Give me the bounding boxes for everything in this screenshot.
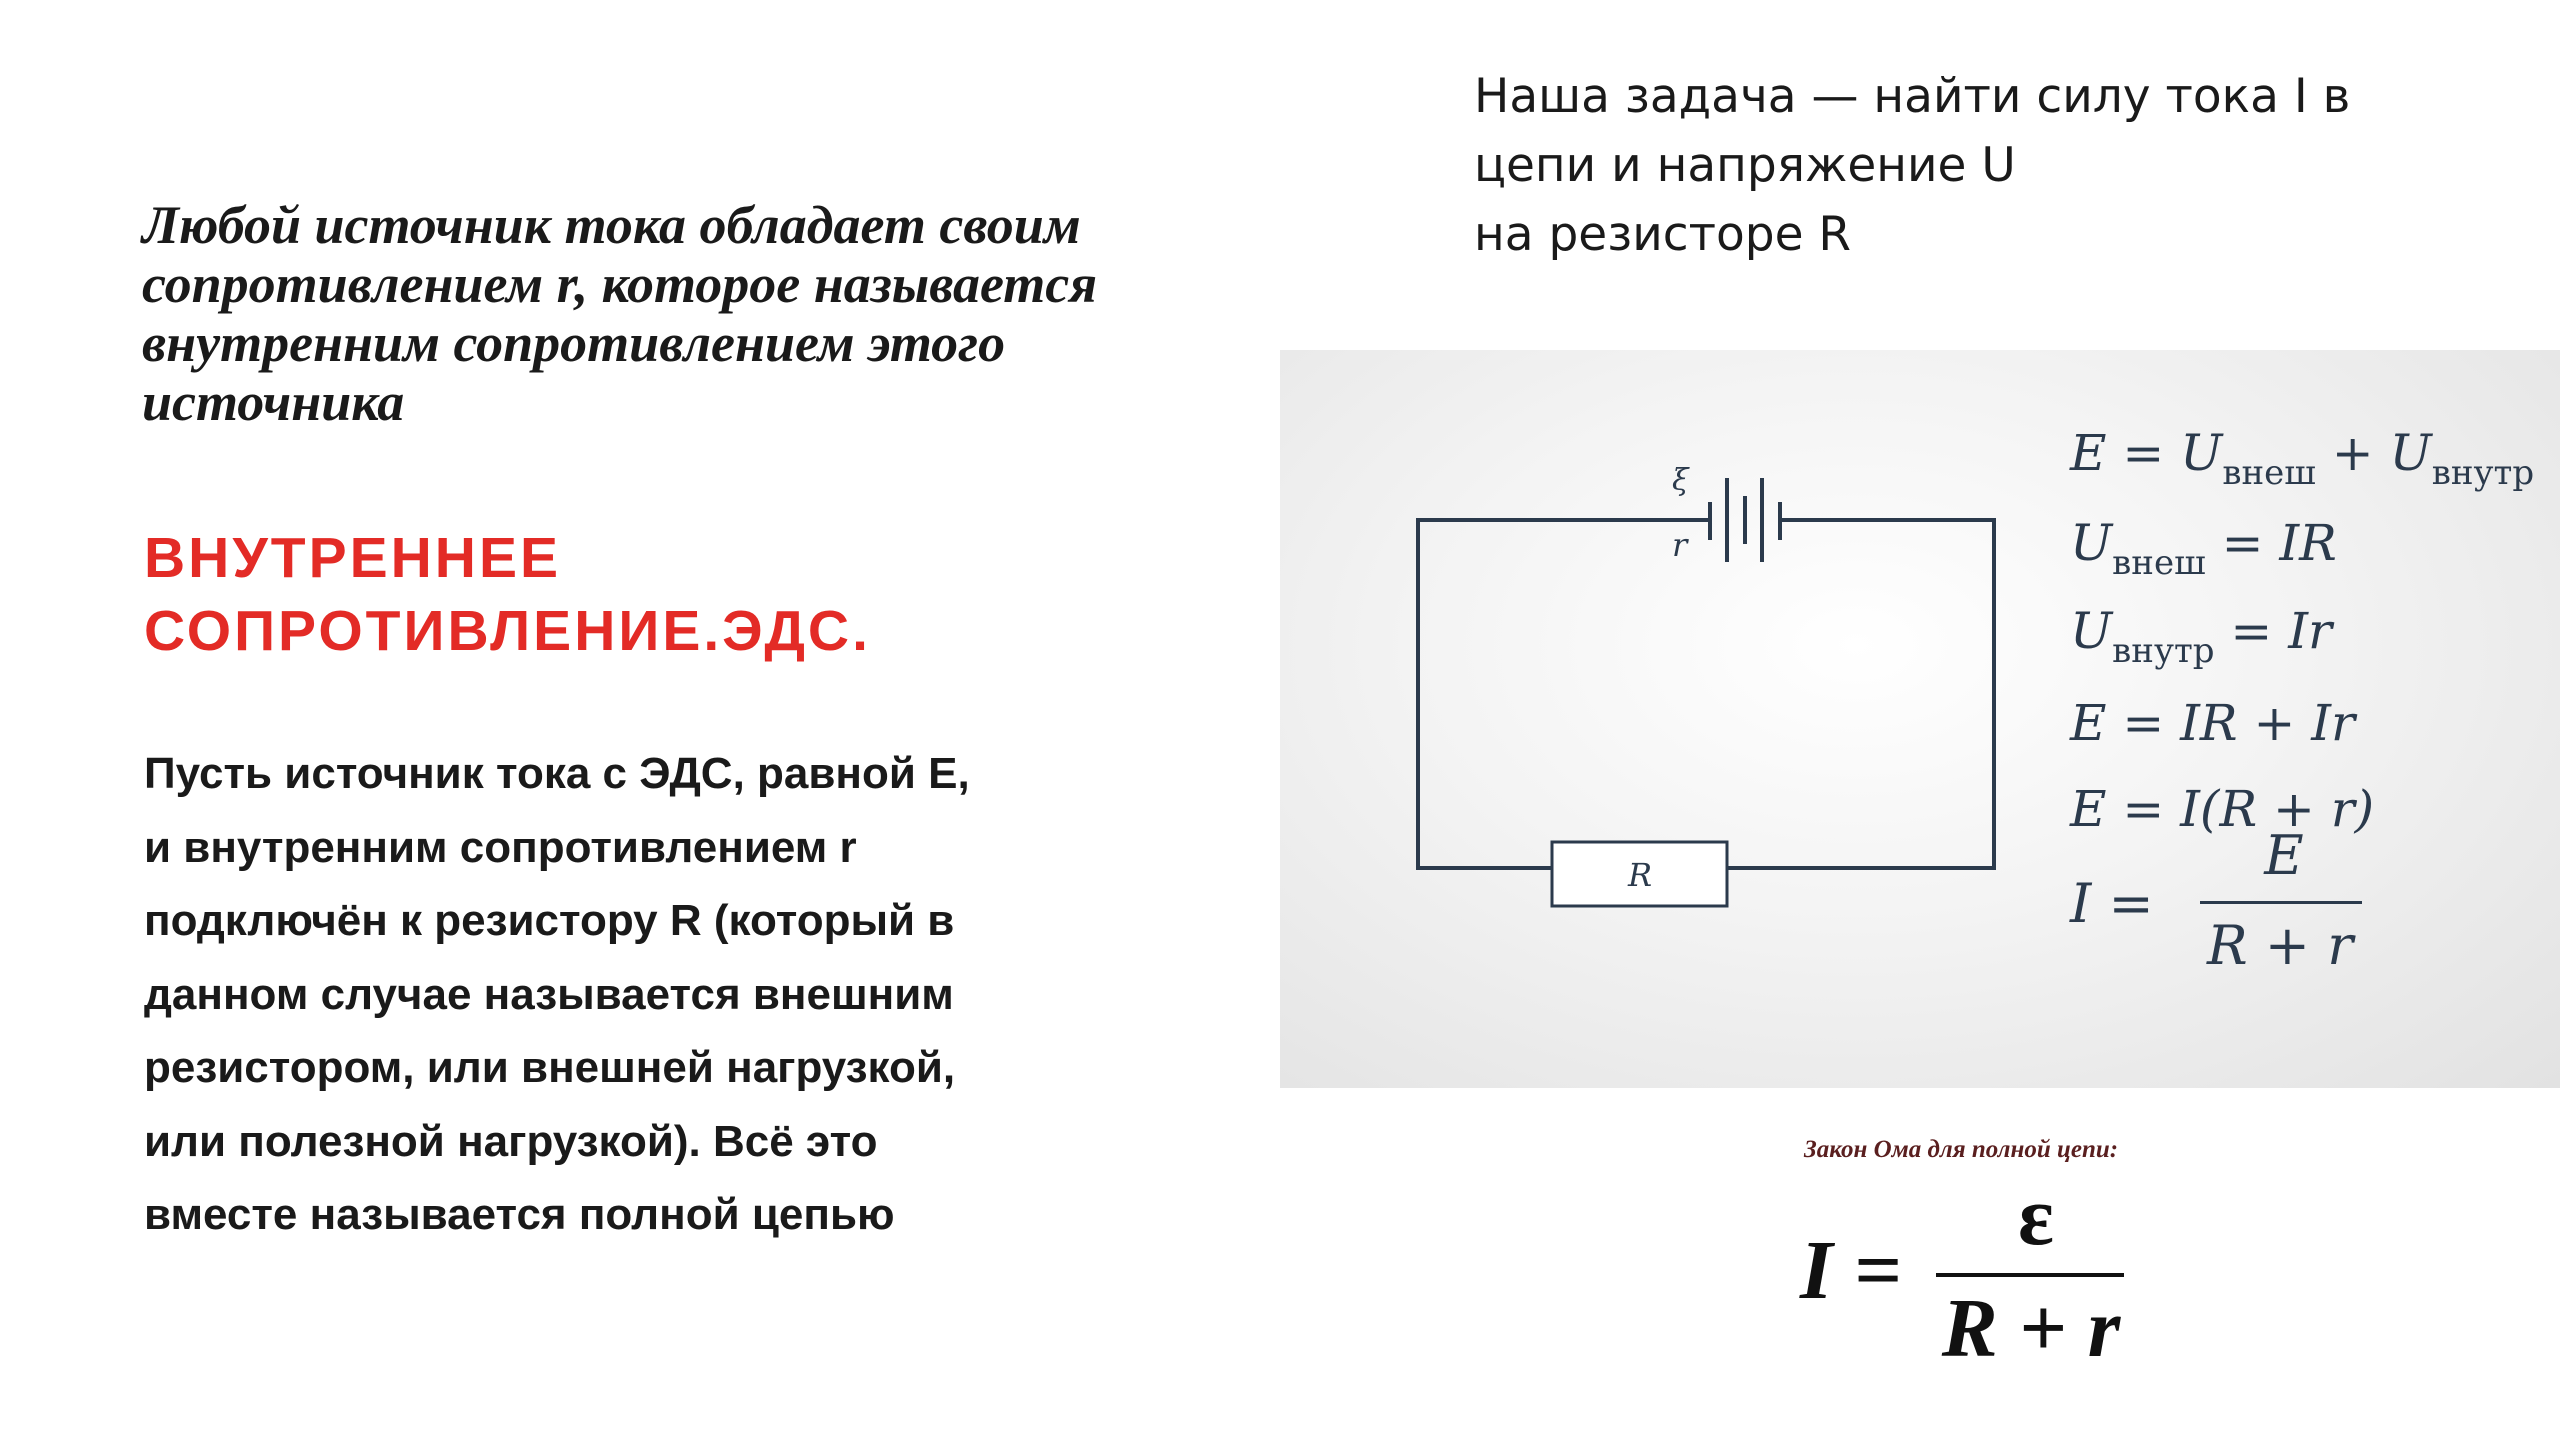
intro-line: Любой источник тока обладает своим xyxy=(142,195,1081,255)
circuit-wire-left xyxy=(1418,520,1710,868)
current-numerator: E xyxy=(2264,824,2304,887)
body-line: данном случае называется внешним xyxy=(144,969,954,1019)
intro-line: внутренним сопротивлением этого xyxy=(142,313,1006,373)
body-line: вместе называется полной цепью xyxy=(144,1190,895,1239)
body-line: подключён к резистору R (который в xyxy=(144,896,955,945)
intro-line: сопротивлением r, которое называется xyxy=(142,254,1098,314)
fraction-bar xyxy=(2200,901,2362,904)
internal-resistance-label: r xyxy=(1672,526,1688,564)
ohm-law-lhs: I = xyxy=(1800,1224,1902,1317)
formula-emf-factored: E = I(R + r) xyxy=(2070,780,2375,838)
body-line: или полезной нагрузкой). Всё это xyxy=(144,1116,878,1166)
emf-label: ξ xyxy=(1672,463,1689,498)
formula-emf-expanded: E = IR + Ir xyxy=(2070,694,2355,752)
circuit-panel xyxy=(1280,350,2560,1088)
ohm-law-numerator: ε xyxy=(2018,1170,2054,1263)
section-heading xyxy=(144,522,871,668)
circuit-wire-right xyxy=(1727,520,1994,868)
ohm-law-denominator: R + r xyxy=(1941,1282,2121,1375)
formula-internal-voltage: $U_{внутр} = Ir$ xyxy=(2070,602,2332,671)
body-line: Пусть источник тока с ЭДС, равной E, xyxy=(144,749,970,798)
formula-external-voltage: $U_{внеш}$ = IR xyxy=(2070,514,2337,583)
body-line: и внутренним сопротивлением r xyxy=(144,822,857,872)
body-paragraph xyxy=(144,737,1124,1252)
task-line: на резисторе R xyxy=(1474,207,1852,262)
current-denominator: R + r xyxy=(2206,914,2354,977)
resistor-label: R xyxy=(1628,856,1653,894)
body-line: резистором, или внешней нагрузкой, xyxy=(144,1043,956,1092)
ohm-law-caption: Закон Ома для полной цепи: xyxy=(1804,1136,2119,1163)
task-line: Наша задача — найти силу тока I в xyxy=(1474,69,2351,124)
heading-line: ВНУТРЕННЕЕ xyxy=(144,526,562,590)
ohm-law-fraction-bar xyxy=(1936,1273,2124,1277)
ohm-law-box xyxy=(1796,1130,2136,1430)
task-line: цепи и напряжение U xyxy=(1474,138,2016,193)
task-statement xyxy=(1474,62,2474,269)
current-lhs: I = xyxy=(2070,872,2154,935)
intro-text xyxy=(142,196,1172,432)
intro-line: источника xyxy=(142,372,405,432)
heading-line: СОПРОТИВЛЕНИЕ.ЭДС. xyxy=(144,599,871,663)
formula-emf-sum: $E = U_{внеш} + U_{внутр}$ xyxy=(2070,424,2535,493)
